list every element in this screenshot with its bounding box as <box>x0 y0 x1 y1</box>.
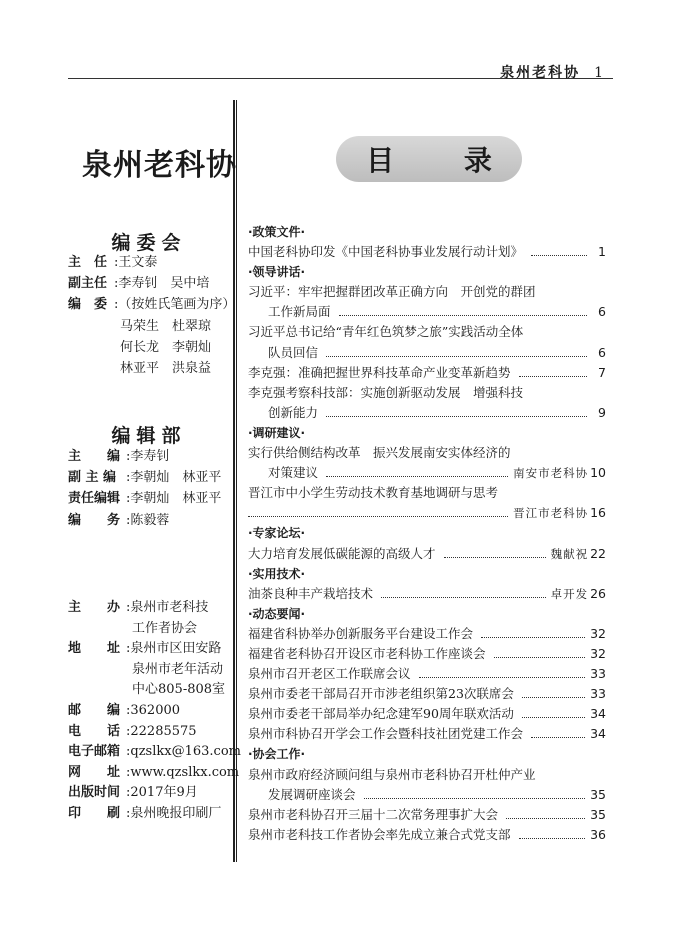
colon: : <box>126 785 131 801</box>
dot-leader <box>248 503 508 517</box>
toc-entry[interactable] <box>248 704 606 724</box>
row-value: 何长龙 李朝灿 <box>120 339 212 355</box>
header-title: 泉州老科协 <box>500 65 581 81</box>
dot-leader <box>326 403 587 417</box>
toc-category <box>248 744 606 764</box>
running-header <box>500 62 605 82</box>
toc-entry-title: 大力培育发展低碳能源的高级人才 <box>248 545 436 561</box>
dot-leader <box>419 664 586 678</box>
toc-entry-title: 创新能力 <box>268 404 319 420</box>
toc-entry[interactable] <box>248 724 606 744</box>
toc-page-number: 34 <box>590 706 606 722</box>
toc-entry-title: 泉州市委老干部局召开市涉老组织第23次联席会 <box>248 686 514 702</box>
dot-leader <box>506 805 585 819</box>
toc-entry[interactable] <box>248 463 606 483</box>
toc-entry-title: 李克强考察科技部：实施创新驱动发展 增强科技 <box>248 384 524 400</box>
toc-page-number: 9 <box>598 404 606 420</box>
colon: : <box>126 744 131 760</box>
row-value: 李寿钊 <box>130 449 170 464</box>
row-value: 泉州市老年活动 <box>132 661 224 677</box>
info-row <box>68 762 239 783</box>
toc-entry-title: 泉州市召开老区工作联席会议 <box>248 666 411 682</box>
editorial-heading: 编辑部 <box>111 425 187 447</box>
toc-entry-title: 泉州市科协召开学会工作会暨科技社团党建工作会 <box>248 726 524 742</box>
row-label: 出版时间 <box>68 785 121 801</box>
colon: : <box>114 297 119 313</box>
toc-page-number: 33 <box>590 666 606 682</box>
toc-entry[interactable] <box>248 343 606 363</box>
info-row <box>68 679 225 700</box>
info-row <box>68 316 211 337</box>
toc-author: 晋江市老科协 <box>513 506 589 521</box>
toc-entry-title: 实行供给侧结构改革 振兴发展南安实体经济的 <box>248 445 511 461</box>
info-row <box>68 294 235 315</box>
toc-entry[interactable] <box>248 785 606 805</box>
toc-entry-title: ·政策文件· <box>248 225 306 239</box>
dot-leader <box>522 704 585 718</box>
toc-entry-title: ·协会工作· <box>248 747 306 762</box>
row-label: 电 话 <box>68 723 121 739</box>
toc-entry[interactable] <box>248 644 606 664</box>
colon: : <box>126 703 131 718</box>
colon: : <box>126 470 131 486</box>
row-label: 副主任 <box>68 276 108 292</box>
dot-leader <box>444 544 546 558</box>
toc-entry[interactable] <box>248 624 606 644</box>
info-row <box>68 510 169 531</box>
toc-page-number: 35 <box>590 806 606 822</box>
toc-entry[interactable] <box>248 242 606 262</box>
row-value: 李寿钊 吴中培 <box>118 276 210 292</box>
toc-page-number: 6 <box>598 344 606 360</box>
dot-leader <box>481 624 585 638</box>
row-value: www.qzslkx.com <box>130 764 240 780</box>
row-value: 泉州晚报印刷厂 <box>130 806 222 821</box>
colon: : <box>126 449 131 464</box>
row-label: 编 务 <box>68 512 121 528</box>
toc-page-number: 36 <box>590 826 606 842</box>
toc-entry-title: ·领导讲话· <box>248 265 306 280</box>
info-row <box>68 446 169 467</box>
toc-entry[interactable] <box>248 584 606 604</box>
toc-category <box>248 423 606 443</box>
info-row <box>68 721 197 742</box>
dot-leader <box>326 463 508 477</box>
info-row <box>68 467 221 488</box>
dot-leader <box>519 825 586 839</box>
toc-entry[interactable] <box>248 825 606 845</box>
dot-leader <box>531 724 585 738</box>
row-value: 陈毅蓉 <box>130 512 170 528</box>
row-value: 李朝灿 林亚平 <box>130 470 222 486</box>
toc-page-number: 32 <box>590 625 606 641</box>
toc-entry-title: ·实用技术· <box>248 566 306 581</box>
row-label: 印 刷 <box>68 806 121 821</box>
dot-leader <box>522 684 585 698</box>
colon: : <box>126 764 131 780</box>
committee-heading: 编委会 <box>111 232 187 254</box>
dot-leader <box>519 363 587 377</box>
toc-category <box>248 222 606 242</box>
toc-entry-title: 油茶良种丰产栽培技术 <box>248 585 374 601</box>
dot-leader <box>326 343 587 357</box>
colon: : <box>126 491 131 507</box>
toc-entry[interactable] <box>248 503 606 523</box>
toc-entry[interactable] <box>248 302 606 322</box>
row-value: 泉州市老科技 <box>130 600 209 615</box>
row-label: 编 委 <box>68 297 108 313</box>
toc-entry[interactable] <box>248 322 606 342</box>
dot-leader <box>364 785 586 799</box>
masthead: 泉州老科协 <box>82 148 237 183</box>
toc-entry-title: 对策建议 <box>268 465 319 481</box>
row-value: 李朝灿 林亚平 <box>130 491 222 507</box>
info-row <box>68 741 241 762</box>
colon: : <box>126 806 131 821</box>
toc-entry-title: 泉州市政府经济顾问组与泉州市老科协召开杜仲产业 <box>248 766 536 782</box>
toc-entry-title: 泉州市委老干部局举办纪念建军90周年联欢活动 <box>248 706 514 722</box>
info-row <box>68 700 180 721</box>
toc-entry[interactable] <box>248 383 606 403</box>
row-value: 王文泰 <box>118 255 158 270</box>
toc-category <box>248 523 606 543</box>
toc-page-number: 34 <box>590 726 606 742</box>
toc-entry-title: 队员回信 <box>268 344 319 360</box>
toc-author: 魏献祝 <box>550 546 589 561</box>
row-label: 电子邮箱 <box>68 744 121 760</box>
toc-page-number: 7 <box>598 364 606 380</box>
toc-entry[interactable] <box>248 443 606 463</box>
colon: : <box>114 276 119 292</box>
toc-entry[interactable] <box>248 805 606 825</box>
toc-author: 卓开发 <box>550 586 589 601</box>
row-value: 362000 <box>130 703 181 718</box>
toc-entry[interactable] <box>248 765 606 785</box>
toc-category <box>248 604 606 624</box>
info-row <box>68 273 209 294</box>
colon: : <box>126 641 131 657</box>
toc-page-number: 35 <box>590 786 606 802</box>
page-number: 1 <box>594 65 605 81</box>
info-row <box>68 659 223 680</box>
row-value: 2017年9月 <box>130 785 198 801</box>
toc-entry-title: 泉州市老科技工作者协会率先成立兼合式党支部 <box>248 826 511 842</box>
info-row <box>68 597 208 618</box>
toc-entry-title: 李克强：准确把握世界科技革命产业变革新趋势 <box>248 364 511 380</box>
info-row <box>68 337 211 358</box>
toc-entry[interactable] <box>248 403 606 423</box>
info-row <box>68 782 198 803</box>
toc-page-number: 6 <box>598 304 606 320</box>
info-row <box>68 638 221 659</box>
toc-entry-title: 泉州市老科协召开三届十二次常务理事扩大会 <box>248 806 499 822</box>
colon: : <box>126 600 131 615</box>
dot-leader <box>339 302 587 316</box>
toc-entry[interactable] <box>248 664 606 684</box>
toc-entry[interactable] <box>248 282 606 302</box>
toc-entry-title: 福建省科协举办创新服务平台建设工作会 <box>248 625 474 641</box>
toc-page-number: 22 <box>590 545 606 561</box>
colon: : <box>114 255 119 270</box>
toc-page-number: 26 <box>590 585 606 601</box>
toc-entry-title: 中国老科协印发《中国老科协事业发展行动计划》 <box>248 244 524 260</box>
toc-page-number: 33 <box>590 686 606 702</box>
toc-entry[interactable] <box>248 483 606 503</box>
toc-entry-title: 发展调研座谈会 <box>268 786 356 802</box>
toc-page-number: 1 <box>598 244 606 260</box>
colon: : <box>126 512 131 528</box>
toc-entry-title: 福建省老科协召开设区市老科协工作座谈会 <box>248 645 486 661</box>
toc-entry-title: 习近平：牢牢把握群团改革正确方向 开创党的群团 <box>248 284 536 300</box>
toc-entry[interactable] <box>248 684 606 704</box>
row-label: 主 办 <box>68 600 121 615</box>
row-label: 副 主 编 <box>68 470 117 486</box>
row-value: 马荣生 杜翠琼 <box>120 318 212 334</box>
row-value: 工作者协会 <box>132 620 198 636</box>
info-row <box>68 252 157 273</box>
info-row <box>68 618 197 639</box>
row-value: （按姓氏笔画为序） <box>118 297 236 313</box>
toc-author: 南安市老科协 <box>513 466 589 481</box>
row-label: 主 编 <box>68 449 121 464</box>
info-row <box>68 358 211 379</box>
row-label: 责任编辑 <box>68 491 121 507</box>
row-value: 22285575 <box>130 723 197 739</box>
toc-entry[interactable] <box>248 363 606 383</box>
toc-title: 目 录 <box>336 136 522 182</box>
toc-page-number: 32 <box>590 645 606 661</box>
toc-entry-title: 工作新局面 <box>268 304 331 320</box>
toc-page-number: 16 <box>590 505 606 521</box>
row-value: 林亚平 洪泉益 <box>120 361 212 376</box>
dot-leader <box>381 584 546 598</box>
toc-entry-title: 习近平总书记给“青年红色筑梦之旅”实践活动全体 <box>248 324 524 340</box>
row-label: 地 址 <box>68 641 121 657</box>
colon: : <box>126 723 131 739</box>
toc-entry-title: 晋江市中小学生劳动技术教育基地调研与思考 <box>248 485 499 501</box>
row-value: qzslkx@163.com <box>130 744 241 760</box>
toc-category <box>248 564 606 584</box>
dot-leader <box>494 644 586 658</box>
toc-entry-title: ·动态要闻· <box>248 606 306 621</box>
toc-category <box>248 262 606 282</box>
toc-page-number: 10 <box>590 465 606 481</box>
dot-leader <box>531 242 587 256</box>
row-label: 邮 编 <box>68 703 121 718</box>
table-of-contents <box>248 222 606 845</box>
row-label: 主 任 <box>68 255 108 270</box>
info-row <box>68 803 221 824</box>
row-label: 网 址 <box>68 764 121 780</box>
row-value: 中心805-808室 <box>132 682 226 698</box>
toc-entry-title: ·调研建议· <box>248 425 306 440</box>
info-row <box>68 488 221 509</box>
toc-entry[interactable] <box>248 544 606 564</box>
toc-entry-title: ·专家论坛· <box>248 526 306 541</box>
row-value: 泉州市区田安路 <box>130 641 222 657</box>
